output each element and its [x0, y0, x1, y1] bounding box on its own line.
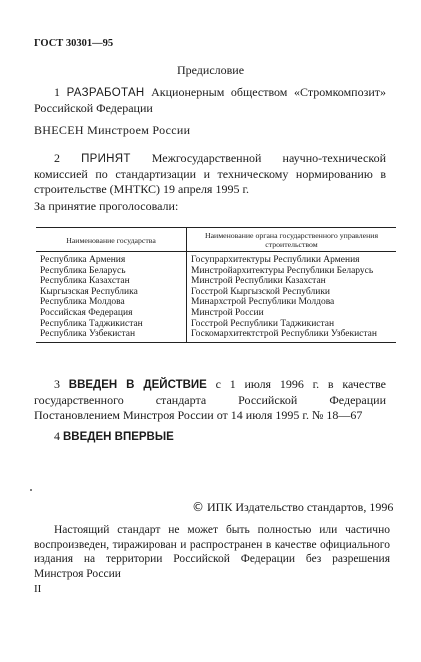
table-row — [36, 297, 396, 308]
state-cell: Республика Армения — [36, 252, 187, 266]
item-label: ВВЕДЕН ВПЕРВЫЕ — [63, 431, 174, 443]
copyright-line — [192, 500, 393, 515]
column-header-state: Наименование государства — [36, 228, 187, 252]
item-number: 4 — [54, 429, 60, 443]
body-cell: Госкомархитектстрой Республики Узбекистан — [187, 329, 397, 342]
body-cell: Минстрой Республики Казахстан — [191, 276, 326, 287]
item-number: 2 — [54, 151, 60, 165]
reproduction-notice — [34, 523, 390, 581]
voted-intro: За принятие проголосовали: — [34, 199, 179, 213]
item-text: с 1 июля 1996 г. в качестве государственного стандарта Российской Федерации Постановлением Минстроя России от 14 июля 1995 г. № 18—67 — [34, 377, 387, 422]
notice-text: Настоящий стандарт не может быть полностью или частично воспроизведен, тиражирован и распространен в качестве официального издания на территории Российской Федерации без разрешения Минстроя России — [34, 524, 390, 580]
state-cell: Республика Молдова — [36, 297, 187, 308]
table-row — [36, 252, 396, 266]
item-label: ПРИНЯТ — [81, 153, 131, 165]
item-first-time — [34, 429, 386, 445]
item-label: ВВЕДЕН В ДЕЙСТВИЕ — [68, 379, 207, 391]
item-text: Акционерным обществом «Стромкомпозит» Российской Федерации — [34, 85, 386, 115]
table-row — [36, 276, 396, 287]
column-header-body: Наименование органа государственного управления строительством — [187, 228, 397, 252]
body-cell: Госстрой Кыргызской Республики — [191, 286, 331, 297]
copyright-symbol: © — [192, 500, 204, 514]
page-number: II — [34, 583, 42, 595]
introduced-text: ВНЕСЕН Минстроем России — [34, 123, 191, 137]
item-number: 3 — [54, 377, 60, 391]
state-cell: Кыргызская Республика — [36, 287, 187, 298]
body-cell: Минстрой России — [191, 307, 264, 318]
state-cell: Республика Казахстан — [36, 276, 187, 287]
table-row — [36, 329, 396, 342]
item-developed — [34, 85, 386, 116]
scan-speck — [30, 489, 32, 491]
item-text: Межгосударственной научно-технической комиссией по стандартизации и техническому нормированию в строительстве (МНТКС) 19 апреля 1995 г. — [34, 151, 386, 196]
table-row — [36, 266, 396, 277]
item-number: 1 — [54, 85, 60, 99]
preface-title: Предисловие — [176, 63, 245, 77]
introduced-line — [34, 123, 386, 138]
item-label: РАЗРАБОТАН — [66, 87, 145, 99]
state-cell: Республика Узбекистан — [36, 329, 187, 342]
table-row — [36, 308, 396, 319]
document-header: ГОСТ 30301—95 — [34, 38, 114, 49]
voting-table — [36, 227, 396, 343]
item-adopted — [34, 151, 386, 197]
state-cell: Российская Федерация — [36, 308, 187, 319]
state-cell: Республика Таджикистан — [36, 319, 187, 330]
table-row — [36, 287, 396, 298]
body-cell: Минстройархитектуры Республики Беларусь — [191, 265, 374, 276]
state-cell: Республика Беларусь — [36, 266, 187, 277]
copyright-text: ИПК Издательство стандартов, 1996 — [207, 500, 394, 514]
body-cell: Минархстрой Республики Молдова — [191, 297, 335, 308]
item-enacted — [34, 377, 386, 423]
table-row — [36, 319, 396, 330]
body-cell: Госстрой Республики Таджикистан — [191, 318, 335, 329]
body-cell: Госупрархитектуры Республики Армения — [191, 255, 360, 265]
